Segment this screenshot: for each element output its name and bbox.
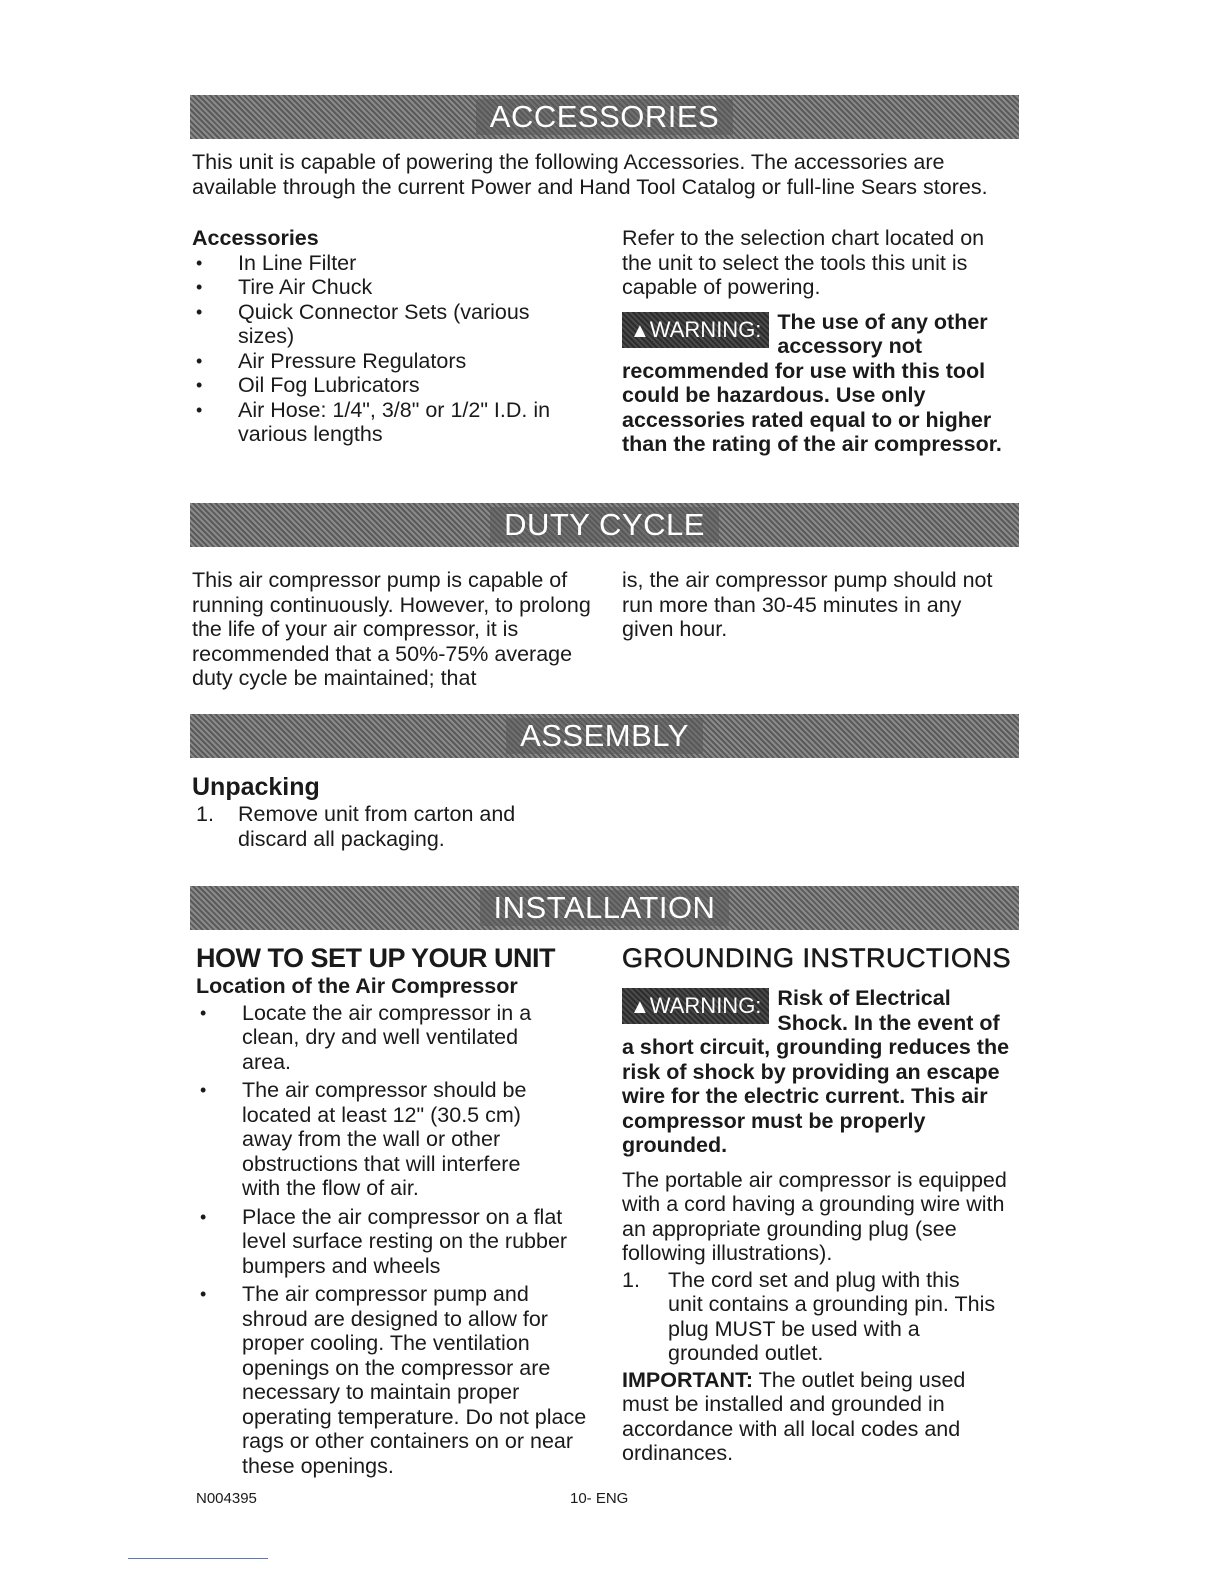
- document-code: N004395: [196, 1490, 257, 1507]
- grounding-warning: [622, 986, 1017, 1158]
- refer-text: Refer to the selection chart located on the unit to select the tools this unit is capable of powering.: [622, 226, 985, 299]
- assembly-title: ASSEMBLY: [506, 718, 703, 754]
- list-item: • Oil Fog Lubricators: [192, 373, 592, 398]
- installation-banner: [190, 886, 1019, 930]
- installation-right-column: [622, 942, 1017, 1466]
- unpacking-steps: [192, 802, 592, 851]
- list-item: [192, 802, 558, 851]
- list-item: [622, 1268, 998, 1366]
- divider: [128, 1558, 268, 1559]
- accessories-intro: This unit is capable of powering the following Accessories. The accessories are available through the current Power and Hand Tool Catalog or full-line Sears stores.: [192, 150, 988, 199]
- page-number: 10- ENG: [570, 1490, 629, 1507]
- grounding-heading: GROUNDING INSTRUCTIONS: [622, 943, 1011, 973]
- duty-cycle-banner: [190, 503, 1019, 547]
- accessories-warning: [622, 310, 1012, 457]
- step-text: The cord set and plug with this unit contains a grounding pin. This plug MUST be used with a grounded outlet.: [668, 1267, 996, 1365]
- warning-text: Risk of Electrical Shock. In the event of a short circuit, grounding reduces the risk of shock by providing an escape wire for the electric current. This air compressor must be properly grounded.: [622, 986, 1010, 1157]
- list-item: • In Line Filter: [192, 251, 592, 276]
- list-item: • The air compressor should be located at least 12" (30.5 cm) away from the wall or other obstructions that will interfere with the flow of air.: [196, 1078, 562, 1201]
- list-item: • Place the air compressor on a flat level surface resting on the rubber bumpers and wheels: [196, 1205, 592, 1279]
- accessories-banner: [190, 95, 1019, 139]
- location-subheading: Location of the Air Compressor: [196, 974, 518, 998]
- list-item: • Locate the air compressor in a clean, dry and well ventilated area.: [196, 1001, 562, 1075]
- installation-title: INSTALLATION: [480, 890, 730, 926]
- step-number: 1.: [196, 802, 214, 826]
- warning-triangle-icon: ▲: [630, 319, 650, 342]
- warning-label: WARNING:: [649, 993, 762, 1018]
- warning-triangle-icon: ▲: [630, 996, 650, 1018]
- accessories-list-heading: Accessories: [192, 226, 319, 250]
- location-list: [196, 1001, 596, 1479]
- step-number: 1.: [622, 1267, 640, 1292]
- list-item: • Air Hose: 1/4", 3/8" or 1/2" I.D. in various lengths: [192, 398, 578, 447]
- grounding-steps: [622, 1268, 1017, 1366]
- step-text: Remove unit from carton and discard all packaging.: [238, 802, 516, 851]
- list-item: • Quick Connector Sets (various sizes): [192, 300, 558, 349]
- warning-badge: [622, 988, 769, 1024]
- important-text: The outlet being used must be installed and grounded in accordance with all local codes and ordinances.: [622, 1367, 966, 1465]
- list-item: • Air Pressure Regulators: [192, 349, 592, 374]
- duty-cycle-title: DUTY CYCLE: [490, 507, 719, 543]
- grounding-paragraph: The portable air compressor is equipped with a cord having a grounding wire with an appropriate grounding plug (see following illustrations).: [622, 1167, 1007, 1265]
- important-label: IMPORTANT:: [622, 1367, 753, 1392]
- accessories-right-column: [622, 226, 1012, 457]
- installation-left-column: [196, 942, 596, 1478]
- warning-badge: [622, 312, 769, 348]
- assembly-banner: [190, 714, 1019, 758]
- accessories-list-block: [192, 226, 592, 447]
- unpacking-heading: Unpacking: [192, 773, 320, 801]
- duty-cycle-text-right: is, the air compressor pump should not run more than 30-45 minutes in any given hour.: [622, 568, 993, 641]
- list-item: • The air compressor pump and shroud are designed to allow for proper cooling. The ventilation openings on the compressor are necessary to maintain proper operating temperature. Do not place rags or other containers on or near these openings.: [196, 1282, 592, 1478]
- accessories-title: ACCESSORIES: [476, 99, 733, 135]
- duty-cycle-text-left: This air compressor pump is capable of running continuously. However, to prolong the life of your air compressor, it is recommended that a 50%-75% average duty cycle be maintained; that: [192, 568, 591, 690]
- setup-heading: HOW TO SET UP YOUR UNIT: [196, 943, 556, 973]
- list-item: • Tire Air Chuck: [192, 275, 592, 300]
- warning-text: The use of any other accessory not recommended for use with this tool could be hazardous. Use only accessories rated equal to or higher than the rating of the air compressor.: [622, 309, 1002, 456]
- warning-label: WARNING:: [649, 316, 762, 342]
- assembly-block: [192, 772, 592, 851]
- important-note: [622, 1368, 1017, 1466]
- accessories-list: [192, 251, 592, 447]
